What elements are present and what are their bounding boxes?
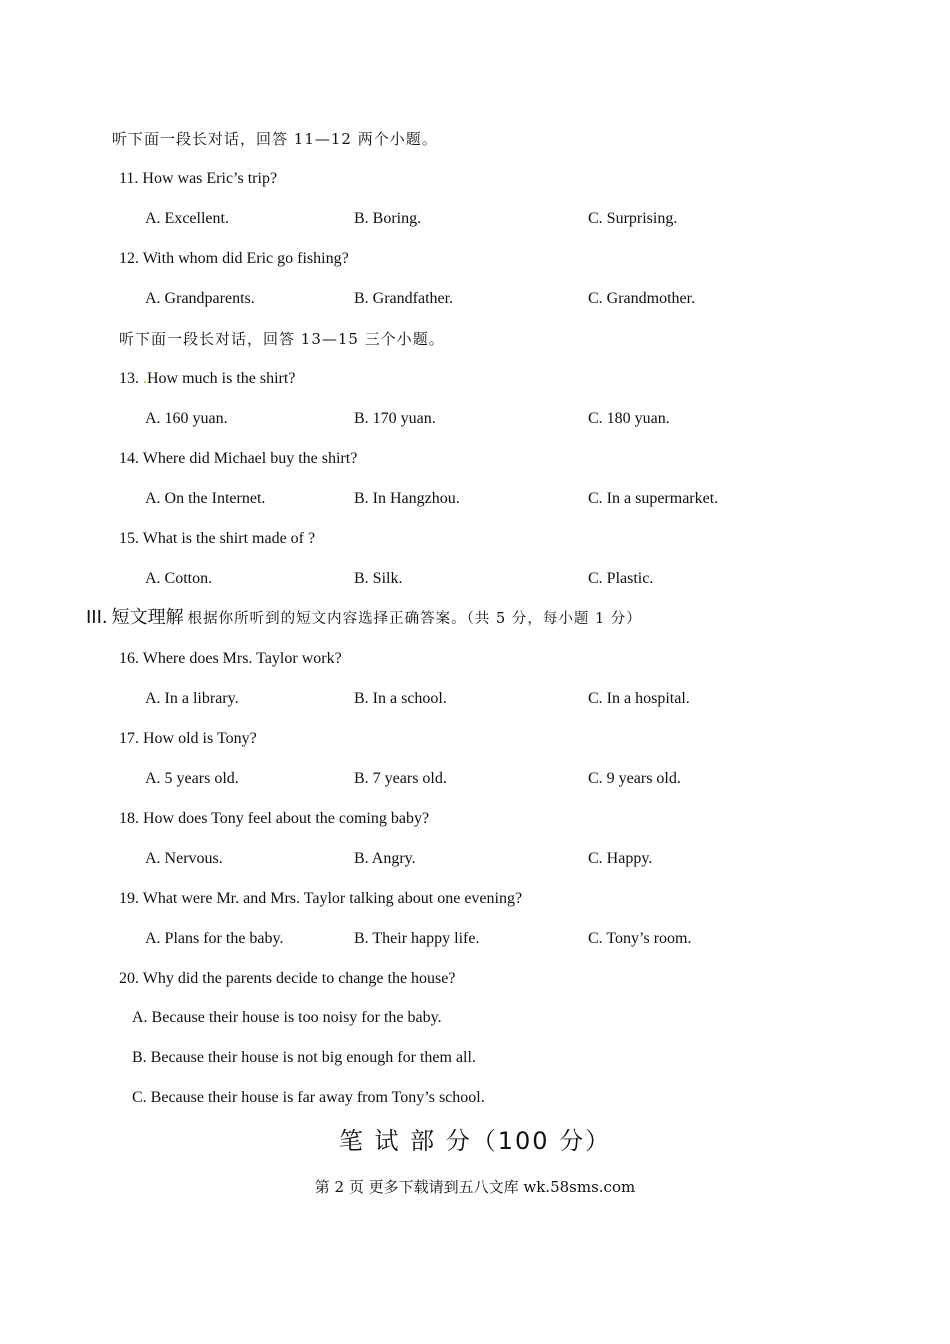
question-17: 17. How old is Tony? — [119, 730, 257, 747]
section-3-note: 根据你所听到的短文内容选择正确答案。（共 5 分，每小题 1 分） — [187, 611, 642, 627]
question-12: 12. With whom did Eric go fishing? — [119, 250, 349, 267]
option-17-a: A. 5 years old. — [145, 770, 239, 787]
option-17-b: B. 7 years old. — [354, 770, 447, 787]
option-18-c: C. Happy. — [588, 850, 653, 867]
question-18: 18. How does Tony feel about the coming baby? — [119, 810, 430, 827]
question-19: 19. What were Mr. and Mrs. Taylor talking about one evening? — [119, 890, 523, 907]
option-15-a: A. Cotton. — [145, 570, 213, 587]
option-19-a: A. Plans for the baby. — [145, 930, 284, 947]
instruction-11-12: 听下面一段长对话，回答 11—12 两个小题。 — [112, 130, 438, 148]
option-13-c: C. 180 yuan. — [588, 410, 670, 427]
option-14-a: A. On the Internet. — [145, 490, 266, 507]
option-11-a: A. Excellent. — [145, 210, 229, 227]
question-20: 20. Why did the parents decide to change the house? — [119, 970, 456, 987]
option-20-a: A. Because their house is too noisy for the baby. — [132, 1009, 442, 1026]
option-15-b: B. Silk. — [354, 570, 403, 587]
question-13-text: How much is the shirt? — [147, 370, 296, 387]
option-19-b: B. Their happy life. — [354, 930, 480, 947]
option-13-b: B. 170 yuan. — [354, 410, 436, 427]
instruction-13-15: 听下面一段长对话，回答 13—15 三个小题。 — [119, 330, 445, 348]
option-19-c: C. Tony’s room. — [588, 930, 692, 947]
question-13-number: 13. — [119, 370, 143, 387]
option-18-a: A. Nervous. — [145, 850, 223, 867]
question-13-dot: . — [143, 370, 147, 387]
page-footer: 第 2 页 更多下载请到五八文库 wk.58sms.com — [314, 1178, 636, 1196]
section-3-heading: 短文理解 — [111, 607, 184, 628]
section-3-number: III. — [86, 607, 108, 628]
option-14-b: B. In Hangzhou. — [354, 490, 460, 507]
question-15: 15. What is the shirt made of ? — [119, 530, 316, 547]
question-14: 14. Where did Michael buy the shirt? — [119, 450, 358, 467]
question-13 — [119, 369, 295, 389]
option-15-c: C. Plastic. — [588, 570, 654, 587]
option-16-b: B. In a school. — [354, 690, 447, 707]
option-20-c: C. Because their house is far away from Tony’s school. — [132, 1089, 485, 1106]
option-16-a: A. In a library. — [145, 690, 239, 707]
section-3-header — [86, 607, 642, 630]
option-18-b: B. Angry. — [354, 850, 416, 867]
question-11: 11. How was Eric’s trip? — [119, 170, 278, 187]
option-17-c: C. 9 years old. — [588, 770, 681, 787]
written-part-title: 笔 试 部 分（100 分） — [338, 1127, 612, 1155]
option-12-a: A. Grandparents. — [145, 290, 255, 307]
option-11-c: C. Surprising. — [588, 210, 678, 227]
option-12-c: C. Grandmother. — [588, 290, 696, 307]
question-16: 16. Where does Mrs. Taylor work? — [119, 650, 342, 667]
option-14-c: C. In a supermarket. — [588, 490, 719, 507]
option-16-c: C. In a hospital. — [588, 690, 690, 707]
option-20-b: B. Because their house is not big enough for them all. — [132, 1049, 476, 1066]
option-12-b: B. Grandfather. — [354, 290, 454, 307]
option-13-a: A. 160 yuan. — [145, 410, 228, 427]
option-11-b: B. Boring. — [354, 210, 422, 227]
